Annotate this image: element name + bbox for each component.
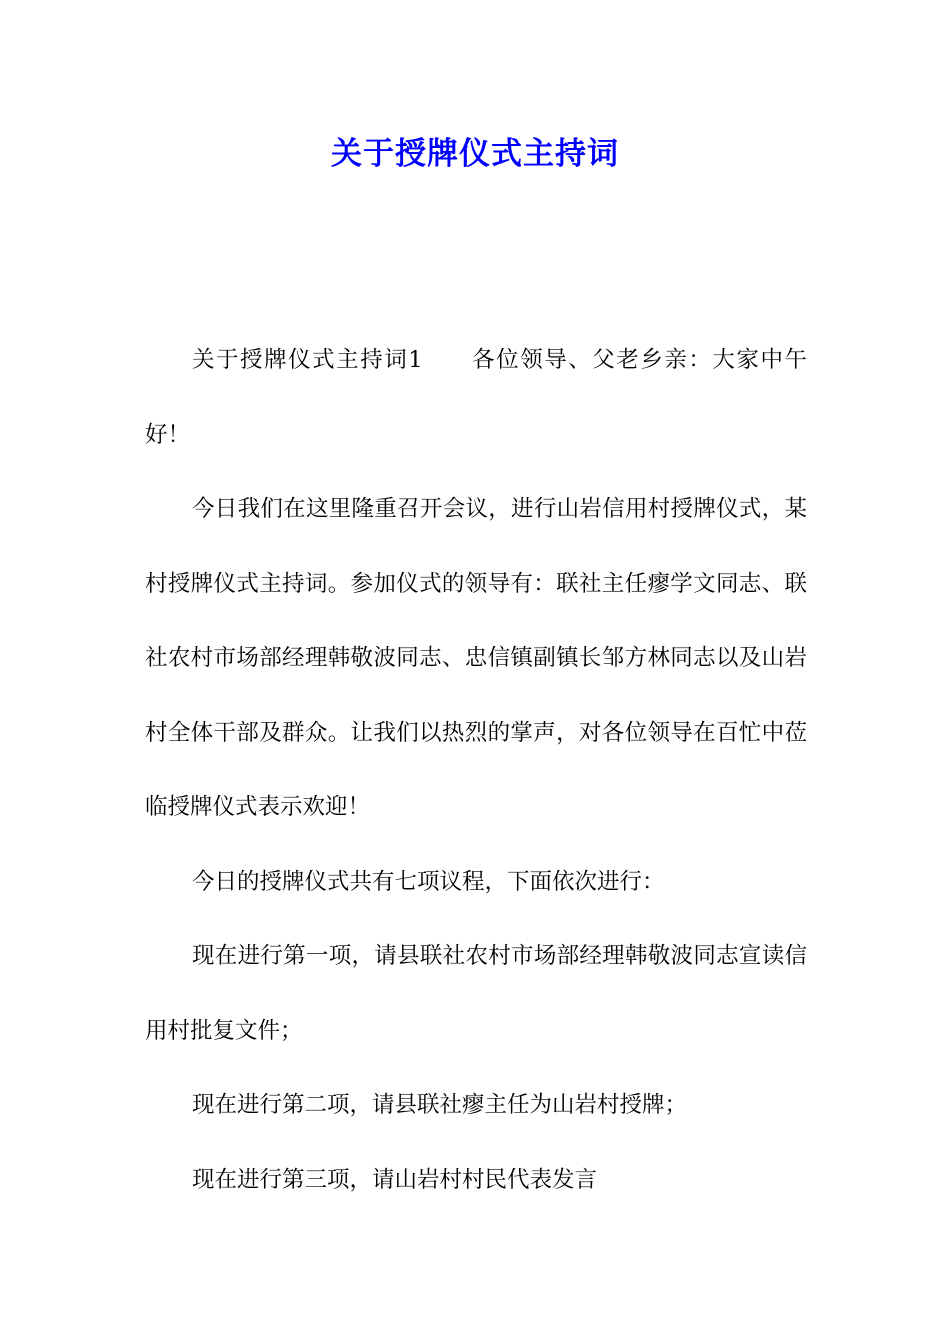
paragraph: 今日的授牌仪式共有七项议程，下面依次进行： [192, 868, 665, 895]
paragraph: 现在进行第三项，请山岩村村民代表发言 [192, 1166, 598, 1193]
paragraph: 今日我们在这里隆重召开会议，进行山岩信用村授牌仪式，某村授牌仪式主持词。参加仪式的领导有：联社主任瘳学文同志、联社农村市场部经理韩敬波同志、忠信镇副镇长邹方林同志以及山岩村全体干部及群众。让我们以热烈的掌声，对各位领导在百忙中莅临授牌仪式表示欢迎！ [145, 496, 807, 820]
paragraph: 关于授牌仪式主持词1 各位领导、父老乡亲：大家中午好！ [145, 347, 807, 448]
paragraph: 现在进行第二项，请县联社瘳主任为山岩村授牌； [192, 1092, 688, 1118]
paragraph: 现在进行第一项，请县联社农村市场部经理韩敬波同志宣读信用村批复文件； [145, 943, 807, 1044]
document-body [145, 323, 807, 1217]
document-title: 关于授牌仪式主持词 [331, 136, 619, 172]
